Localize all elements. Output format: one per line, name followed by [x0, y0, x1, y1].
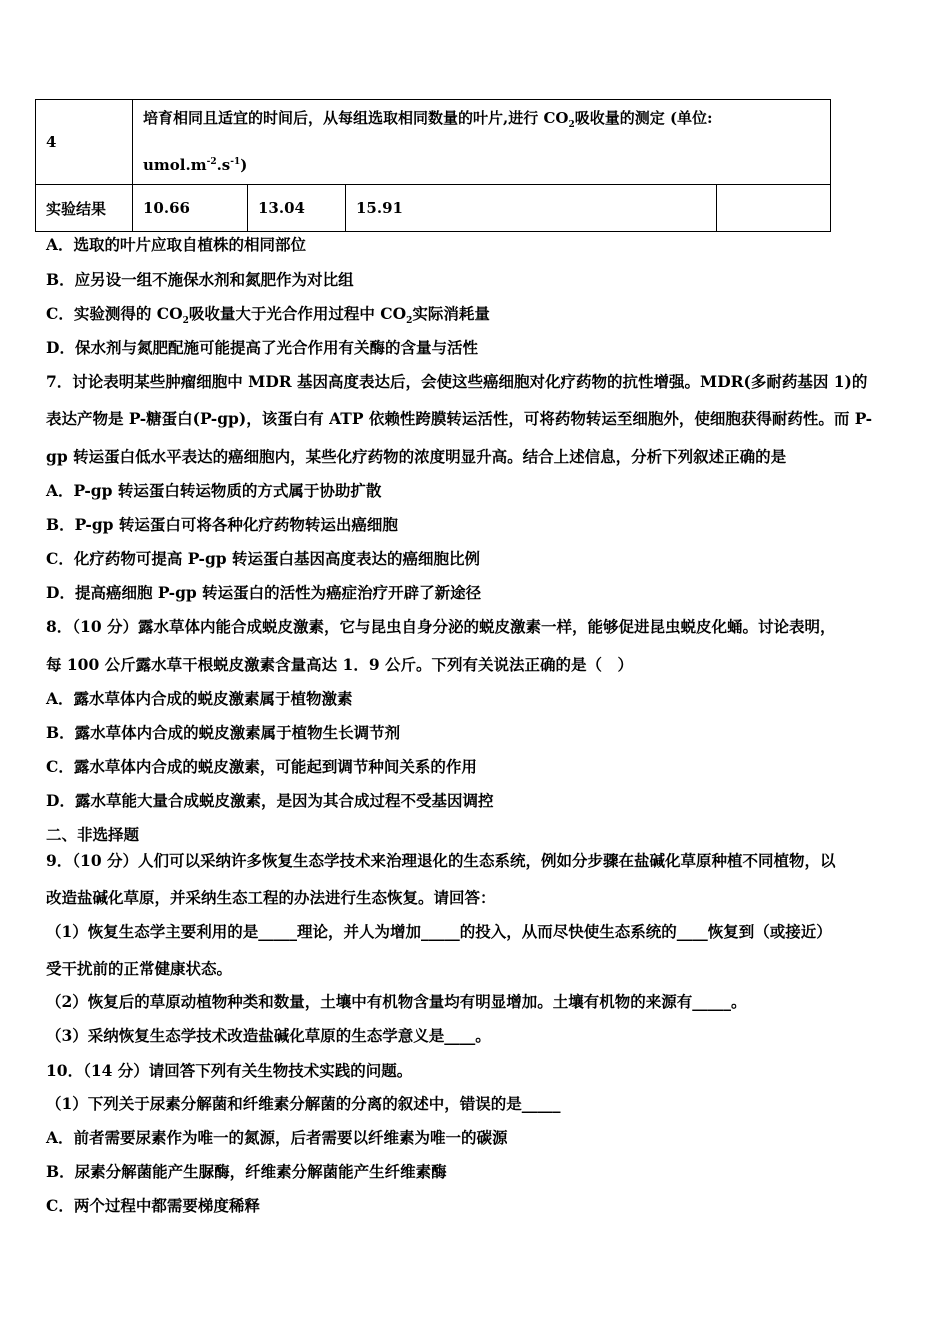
question-line: 10．（14 分）请回答下列有关生物技术实践的问题。	[46, 1061, 413, 1080]
option-line: C．化疗药物可提高 P-gp 转运蛋白基因高度表达的癌细胞比例	[46, 549, 481, 568]
question-line: 改造盐碱化草原，并采纳生态工程的办法进行生态恢复。请回答：	[46, 888, 496, 907]
unit-text: )	[240, 156, 248, 174]
superscript: -2	[206, 157, 217, 167]
table-cell-label: 4	[36, 100, 133, 185]
option-line	[46, 304, 910, 331]
option-line: C．两个过程中都需要梯度稀释	[46, 1196, 260, 1215]
question-line: 每 100 公斤露水草干根蜕皮激素含量高达 1．9 公斤。下列有关说法正确的是（ ）	[46, 655, 634, 674]
option-line: B．P-gp 转运蛋白可将各种化疗药物转运出癌细胞	[46, 515, 398, 534]
description-text: 培育相同且适宜的时间后，从每组选取相同数量的叶片,进行 CO	[143, 109, 569, 127]
option-line: D．提高癌细胞 P-gp 转运蛋白的活性为癌症治疗开辟了新途径	[46, 583, 482, 602]
section-heading: 二、非选择题	[46, 825, 140, 844]
question-line: 8．（10 分）露水草体内能合成蜕皮激素，它与昆虫自身分泌的蜕皮激素一样，能够促进昆虫蜕皮化蛹。讨论表明，	[46, 617, 836, 636]
unit-text: .s	[216, 156, 231, 174]
option-line: A．选取的叶片应取自植株的相同部位	[46, 235, 307, 254]
question-line: 7．讨论表明某些肿瘤细胞中 MDR 基因高度表达后，会使这些癌细胞对化疗药物的抗性增强。MDR(多耐药基因 1)的	[46, 372, 868, 391]
option-text: 吸收量大于光合作用过程中 CO	[188, 304, 407, 323]
option-line: B．尿素分解菌能产生脲酶，纤维素分解菌能产生纤维素酶	[46, 1162, 447, 1181]
option-line: A．P-gp 转运蛋白转运物质的方式属于协助扩散	[46, 481, 382, 500]
experiment-table	[35, 99, 831, 232]
question-line: （1）恢复生态学主要利用的是_____理论，并人为增加_____的投入，从而尽快使生态系统的____恢复到（或接近）	[46, 922, 832, 941]
question-line: （2）恢复后的草原动植物种类和数量，土壤中有机物含量均有明显增加。土壤有机物的来源有_____。	[46, 992, 747, 1011]
subscript: 2	[182, 316, 189, 327]
option-text: 实际消耗量	[412, 304, 490, 323]
question-line: 表达产物是 P-糖蛋白(P-gp)，该蛋白有 ATP 依赖性跨膜转运活性，可将药物转运至细胞外，使细胞获得耐药性。而 P-	[46, 409, 873, 428]
option-line: C．露水草体内合成的蜕皮激素，可能起到调节种间关系的作用	[46, 757, 477, 776]
table-row	[36, 185, 831, 232]
table-cell-description	[133, 100, 831, 185]
question-line: 受干扰前的正常健康状态。	[46, 959, 233, 978]
option-line: A．前者需要尿素作为唯一的氮源，后者需要以纤维素为唯一的碳源	[46, 1128, 508, 1147]
option-text: C．实验测得的 CO	[46, 304, 183, 323]
subscript: 2	[406, 316, 413, 327]
table-cell-empty	[716, 185, 830, 232]
question-line: 9．（10 分）人们可以采纳许多恢复生态学技术来治理退化的生态系统，例如分步骤在盐碱化草原种植不同植物，以	[46, 851, 836, 870]
description-text: 吸收量的测定 (单位:	[574, 109, 713, 127]
option-line: B．露水草体内合成的蜕皮激素属于植物生长调节剂	[46, 723, 401, 742]
table-row	[36, 100, 831, 185]
question-line: （3）采纳恢复生态学技术改造盐碱化草原的生态学意义是____。	[46, 1026, 491, 1045]
table-cell-value: 13.04	[248, 185, 346, 232]
table-cell-value: 10.66	[133, 185, 248, 232]
question-line: gp 转运蛋白低水平表达的癌细胞内，某些化疗药物的浓度明显升高。结合上述信息，分析下列叙述正确的是	[46, 447, 787, 466]
option-line: A．露水草体内合成的蜕皮激素属于植物激素	[46, 689, 353, 708]
subscript: 2	[568, 120, 575, 130]
superscript: -1	[230, 157, 241, 167]
option-line: B．应另设一组不施保水剂和氮肥作为对比组	[46, 270, 354, 289]
table-cell-value: 15.91	[346, 185, 717, 232]
unit-text: umol.m	[143, 156, 207, 174]
table-cell-label: 实验结果	[36, 185, 133, 232]
option-line: D．露水草能大量合成蜕皮激素，是因为其合成过程不受基因调控	[46, 791, 494, 810]
question-line: （1）下列关于尿素分解菌和纤维素分解菌的分离的叙述中，错误的是_____	[46, 1094, 561, 1113]
option-line: D．保水剂与氮肥配施可能提高了光合作用有关酶的含量与活性	[46, 338, 478, 357]
